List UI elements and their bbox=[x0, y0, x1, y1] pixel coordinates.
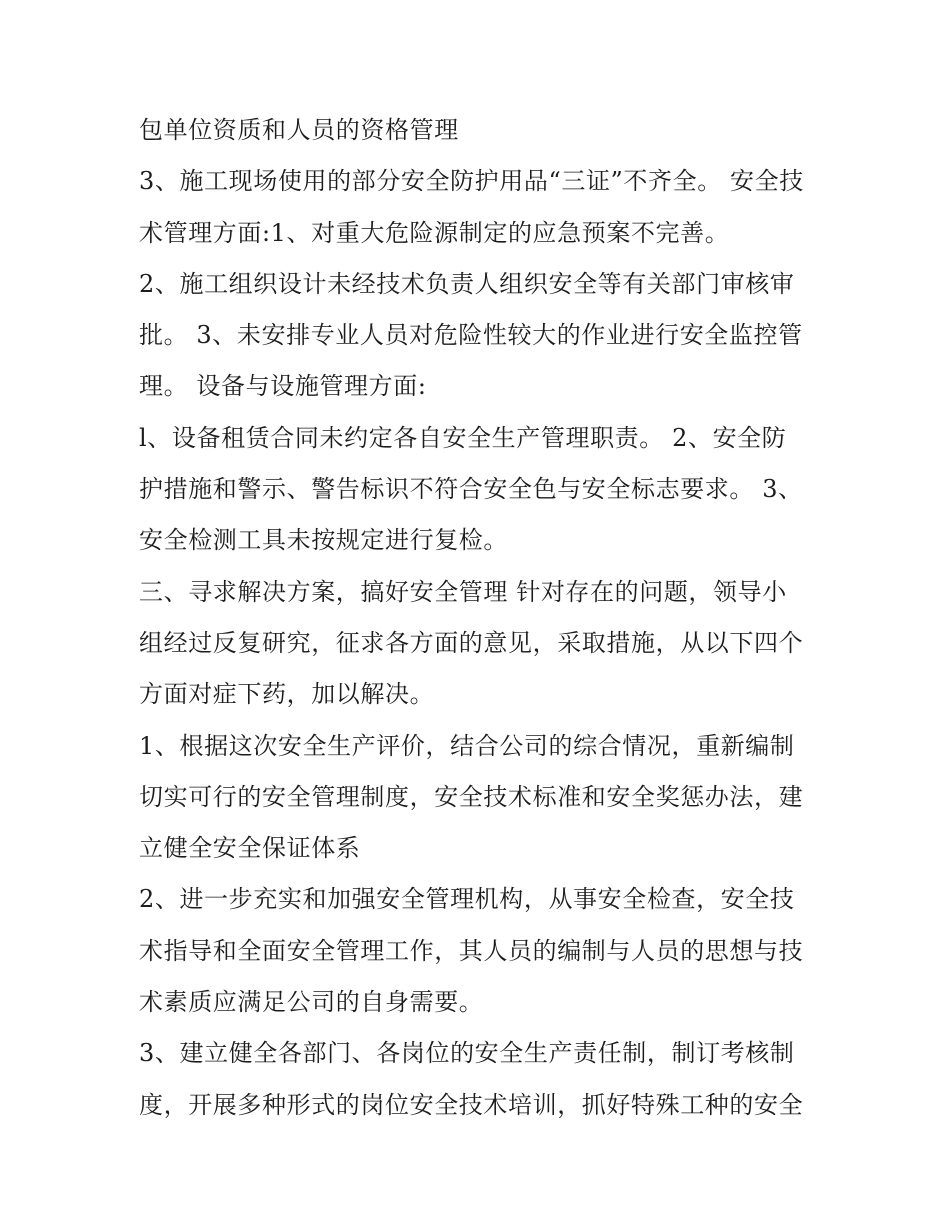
text-line: 1、根据这次安全生产评价，结合公司的综合情况，重新编制 bbox=[139, 731, 795, 760]
text-line: 安全检测工具未按规定进行复检。 bbox=[139, 526, 508, 555]
text-line: 批。 3、未安排专业人员对危险性较大的作业进行安全监控管 bbox=[139, 321, 803, 350]
text-line: 术指导和全面安全管理工作，其人员的编制与人员的思想与技 bbox=[139, 936, 804, 965]
text-line: l、设备租赁合同未约定各自安全生产管理职责。 2、安全防 bbox=[139, 423, 787, 452]
text-line: 方面对症下药，加以解决。 bbox=[139, 680, 435, 709]
body-text bbox=[139, 105, 829, 1131]
text-line: 术管理方面:1、对重大危险源制定的应急预案不完善。 bbox=[139, 218, 730, 247]
text-line: 组经过反复研究，征求各方面的意见，采取措施，从以下四个 bbox=[139, 628, 804, 657]
text-line: 3、建立健全各部门、各岗位的安全生产责任制，制订考核制 bbox=[139, 1039, 795, 1068]
text-line: 三、寻求解决方案，搞好安全管理 针对存在的问题，领导小 bbox=[139, 577, 787, 606]
text-line: 3、施工现场使用的部分安全防护用品“三证”不齐全。 安全技 bbox=[139, 167, 804, 196]
text-line: 2、施工组织设计未经技术负责人组织安全等有关部门审核审 bbox=[139, 269, 795, 298]
text-line: 2、进一步充实和加强安全管理机构，从事安全检查，安全技 bbox=[139, 885, 795, 914]
text-line: 术素质应满足公司的自身需要。 bbox=[139, 988, 484, 1017]
text-line: 包单位资质和人员的资格管理 bbox=[139, 116, 459, 144]
text-line: 立健全安全保证体系 bbox=[139, 834, 361, 863]
text-line: 切实可行的安全管理制度，安全技术标准和安全奖惩办法，建 bbox=[139, 782, 804, 811]
text-line: 理。 设备与设施管理方面: bbox=[139, 372, 427, 401]
text-line: 护措施和警示、警告标识不符合安全色与安全标志要求。 3、 bbox=[139, 475, 803, 504]
text-line: 度，开展多种形式的岗位安全技术培训，抓好特殊工种的安全 bbox=[139, 1090, 804, 1119]
